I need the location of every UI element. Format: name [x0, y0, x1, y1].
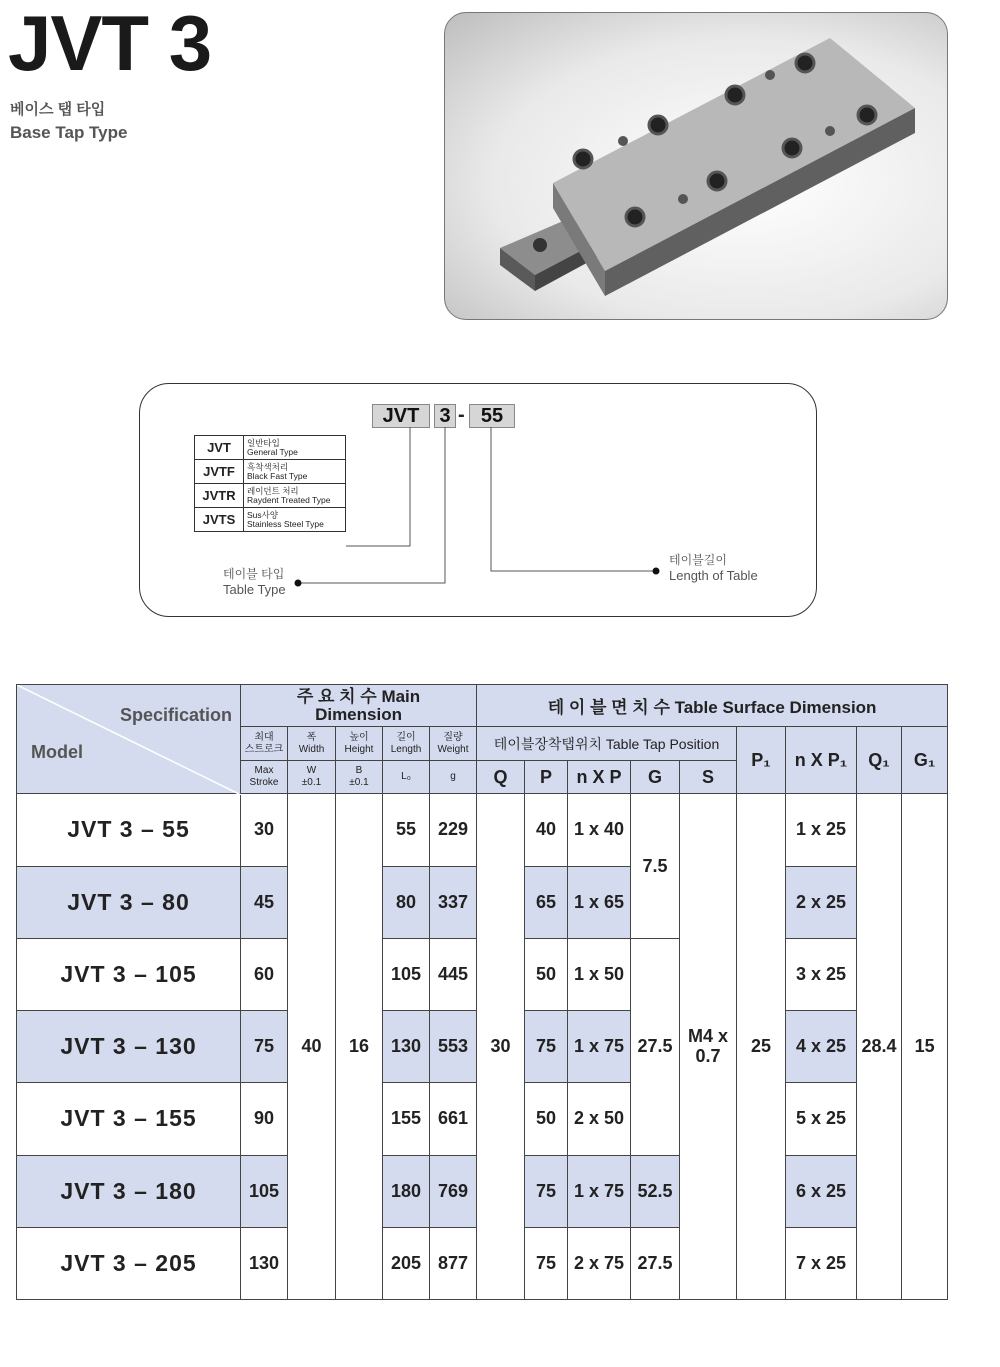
subtitle-korean: 베이스 탭 타입 [10, 101, 106, 118]
stroke-cell: 30 [241, 794, 288, 866]
nxp1-cell: 3 x 25 [786, 938, 857, 1010]
model-cell: JVT 3 – 130 [17, 1011, 241, 1083]
p-header: P [525, 761, 568, 794]
weight-cell: 661 [430, 1083, 477, 1155]
tap-position-header: 테이블장착탭위치 Table Tap Position [477, 727, 737, 761]
g-cell: 7.5 [631, 794, 680, 938]
specification-table [16, 684, 948, 1300]
p1-header: P₁ [737, 727, 786, 794]
g-header: G [631, 761, 680, 794]
page-title: JVT 3 [8, 0, 212, 87]
weight-cell: 877 [430, 1227, 477, 1299]
nxp-cell: 1 x 50 [568, 938, 631, 1010]
stroke-cell: 75 [241, 1011, 288, 1083]
model-cell: JVT 3 – 105 [17, 938, 241, 1010]
nxp1-cell: 1 x 25 [786, 794, 857, 866]
nxp1-cell: 7 x 25 [786, 1227, 857, 1299]
p-cell: 65 [525, 866, 568, 938]
length-cell: 55 [383, 794, 430, 866]
length-cell: 180 [383, 1155, 430, 1227]
p1-cell: 25 [737, 794, 786, 1300]
length-ko: 길이 Length [383, 727, 430, 761]
type-code: JVT [195, 436, 244, 460]
stroke-ko: 최대 스트로크 [241, 727, 288, 761]
q1-cell: 28.4 [857, 794, 902, 1300]
weight-cell: 445 [430, 938, 477, 1010]
nxp-cell: 1 x 40 [568, 794, 631, 866]
subtitle-english: Base Tap Type [10, 123, 128, 142]
width-ko: 폭 Width [288, 727, 336, 761]
code-size: 3 [434, 404, 456, 428]
p-cell: 75 [525, 1011, 568, 1083]
length-cell: 105 [383, 938, 430, 1010]
height-ko: 높이 Height [336, 727, 383, 761]
nxp-cell: 2 x 50 [568, 1083, 631, 1155]
nxp-cell: 1 x 75 [568, 1011, 631, 1083]
corner-header [17, 685, 241, 794]
p-cell: 75 [525, 1227, 568, 1299]
nxp1-cell: 5 x 25 [786, 1083, 857, 1155]
type-desc: 흑착색처리 Black Fast Type [244, 460, 346, 484]
weight-cell: 337 [430, 866, 477, 938]
height-cell: 16 [336, 794, 383, 1300]
weight-en: g [430, 761, 477, 794]
table-type-label-en: Table Type [223, 582, 286, 597]
stroke-cell: 60 [241, 938, 288, 1010]
nxp-header: n X P [568, 761, 631, 794]
model-cell: JVT 3 – 55 [17, 794, 241, 866]
g-cell: 27.5 [631, 1227, 680, 1299]
weight-ko: 질량 Weight [430, 727, 477, 761]
header-row-1 [17, 685, 948, 727]
length-cell: 155 [383, 1083, 430, 1155]
nxp-cell: 1 x 65 [568, 866, 631, 938]
weight-cell: 553 [430, 1011, 477, 1083]
model-cell: JVT 3 – 180 [17, 1155, 241, 1227]
weight-cell: 229 [430, 794, 477, 866]
length-label-ko: 테이블길이 [669, 553, 727, 567]
main-dimension-header: 주 요 치 수 Main Dimension [241, 685, 477, 727]
g1-header: G₁ [902, 727, 948, 794]
nxp-cell: 1 x 75 [568, 1155, 631, 1227]
q-cell: 30 [477, 794, 525, 1300]
s-cell: M4 x 0.7 [680, 794, 737, 1300]
type-desc: 일반타입 General Type [244, 436, 346, 460]
g1-cell: 15 [902, 794, 948, 1300]
length-label-en: Length of Table [669, 568, 758, 583]
height-en: B ±0.1 [336, 761, 383, 794]
length-en: L₀ [383, 761, 430, 794]
length-cell: 80 [383, 866, 430, 938]
stroke-en: Max Stroke [241, 761, 288, 794]
type-desc: 레이던트 처리 Raydent Treated Type [244, 484, 346, 508]
code-type: JVT [372, 404, 430, 428]
stroke-cell: 45 [241, 866, 288, 938]
length-cell: 130 [383, 1011, 430, 1083]
g-cell: 27.5 [631, 938, 680, 1155]
p-cell: 50 [525, 938, 568, 1010]
weight-cell: 769 [430, 1155, 477, 1227]
model-cell: JVT 3 – 155 [17, 1083, 241, 1155]
nxp1-cell: 4 x 25 [786, 1011, 857, 1083]
type-code: JVTS [195, 508, 244, 532]
length-cell: 205 [383, 1227, 430, 1299]
table-row [17, 794, 948, 866]
q-header: Q [477, 761, 525, 794]
code-length: 55 [469, 404, 515, 428]
type-code: JVTF [195, 460, 244, 484]
p-cell: 40 [525, 794, 568, 866]
specification-label: Specification [119, 705, 232, 725]
p-cell: 50 [525, 1083, 568, 1155]
nxp-cell: 2 x 75 [568, 1227, 631, 1299]
model-cell: JVT 3 – 205 [17, 1227, 241, 1299]
model-label: Model [31, 742, 83, 763]
p-cell: 75 [525, 1155, 568, 1227]
s-header: S [680, 761, 737, 794]
q1-header: Q₁ [857, 727, 902, 794]
width-cell: 40 [288, 794, 336, 1300]
width-en: W ±0.1 [288, 761, 336, 794]
stroke-cell: 130 [241, 1227, 288, 1299]
nxp1-header: n X P₁ [786, 727, 857, 794]
table-surface-header: 테 이 블 면 치 수 Table Surface Dimension [477, 685, 948, 727]
g-cell: 52.5 [631, 1155, 680, 1227]
nxp1-cell: 2 x 25 [786, 866, 857, 938]
type-code: JVTR [195, 484, 244, 508]
stroke-cell: 90 [241, 1083, 288, 1155]
nxp1-cell: 6 x 25 [786, 1155, 857, 1227]
code-dash: - [458, 404, 465, 426]
diagonal-line [17, 685, 241, 795]
stroke-cell: 105 [241, 1155, 288, 1227]
model-cell: JVT 3 – 80 [17, 866, 241, 938]
type-desc: Sus사양 Stainless Steel Type [244, 508, 346, 532]
table-type-label-ko: 테이블 타입 [223, 567, 285, 581]
